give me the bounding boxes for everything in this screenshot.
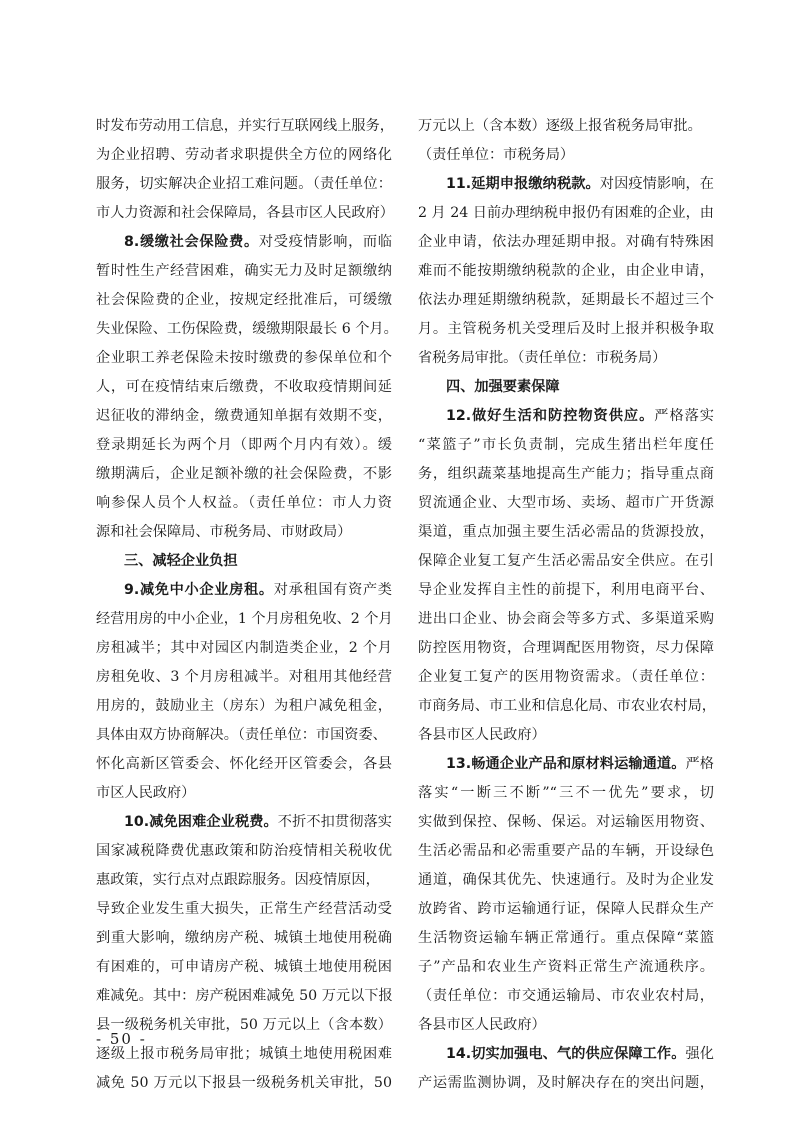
item-text: 对因疫情影响，在 bbox=[599, 176, 714, 192]
numbered-paragraph-start bbox=[96, 808, 392, 837]
text-line: 产运需监测协调，及时解决存在的突出问题， bbox=[418, 1075, 714, 1091]
text-line: “菜篮子”市长负责制，完成生猪出栏年度任 bbox=[418, 437, 714, 453]
text-line: 市区人民政府） bbox=[96, 785, 196, 801]
text-line: 导致企业发生重大损失，正常生产经营活动受 bbox=[96, 901, 392, 917]
text-line: 迟征收的滞纳金，缴费通知单据有效期不变， bbox=[96, 408, 392, 424]
text-line: 贸流通企业、大型市场、卖场、超市广开货源 bbox=[418, 495, 714, 511]
text-line: 怀化高新区管委会、怀化经开区管委会，各县 bbox=[96, 756, 392, 772]
item-heading: 9.减免中小企业房租。 bbox=[124, 582, 274, 598]
text-line: 企业复工复产的医用物资需求。（责任单位： bbox=[418, 669, 714, 685]
right-column bbox=[418, 112, 714, 1098]
item-heading: 11.延期申报缴纳税款。 bbox=[446, 176, 600, 192]
text-line: 响参保人员个人权益。（责任单位：市人力资 bbox=[96, 495, 392, 511]
text-line: 省税务局审批。（责任单位：市税务局） bbox=[418, 350, 667, 366]
text-line: 实做到保控、保畅、保运。对运输医用物资、 bbox=[418, 814, 714, 830]
item-text: 强化 bbox=[685, 1046, 714, 1062]
text-line: 失业保险、工伤保险费，缓缴期限最长 6 个月。 bbox=[96, 321, 398, 337]
text-line: 逐级上报市税务局审批；城镇土地使用税困难 bbox=[96, 1046, 392, 1062]
text-line: 万元以上（含本数）逐级上报省税务局审批。 bbox=[418, 118, 702, 134]
text-line: 生活必需品和必需重要产品的车辆，开设绿色 bbox=[418, 843, 714, 859]
text-line: 惠政策，实行点对点跟踪服务。因疫情原因， bbox=[96, 872, 380, 888]
text-line: 到重大影响，缴纳房产税、城镇土地使用税确 bbox=[96, 930, 392, 946]
item-text: 对受疫情影响，而临 bbox=[258, 234, 392, 250]
item-text: 不折不扣贯彻落实 bbox=[277, 814, 392, 830]
text-line: 用房的，鼓励业主（房东）为租户减免租金， bbox=[96, 698, 392, 714]
text-line: 源和社会保障局、市税务局、市财政局） bbox=[96, 524, 352, 540]
text-line: 依法办理延期缴纳税款，延期最长不超过三个 bbox=[418, 292, 714, 308]
numbered-paragraph-start bbox=[418, 402, 714, 431]
text-line: 通道，确保其优先、快速通行。及时为企业发 bbox=[418, 872, 714, 888]
item-heading: 12.做好生活和防控物资供应。 bbox=[446, 408, 655, 424]
text-line: 企业申请，依法办理延期申报。对确有特殊困 bbox=[418, 234, 714, 250]
text-line: 各县市区人民政府） bbox=[418, 1017, 546, 1033]
text-line: 子”产品和农业生产资料正常生产流通秩序。 bbox=[418, 959, 714, 975]
text-line: 导企业发挥自主性的前提下，利用电商平台、 bbox=[418, 582, 714, 598]
text-line: 为企业招聘、劳动者求职提供全方位的网络化 bbox=[96, 147, 392, 163]
text-line: 企业职工养老保险未按时缴费的参保单位和个 bbox=[96, 350, 392, 366]
text-line: 房租减半；其中对园区内制造类企业，2 个月 bbox=[96, 640, 392, 656]
text-line: 暂时性生产经营困难，确实无力及时足额缴纳 bbox=[96, 263, 392, 279]
text-line: 人，可在疫情结束后缴费，不收取疫情期间延 bbox=[96, 379, 392, 395]
item-heading: 13.畅通企业产品和原材料运输通道。 bbox=[446, 756, 686, 772]
section-heading: 三、减轻企业负担 bbox=[124, 553, 238, 569]
text-line: 减免 50 万元以下报县一级税务机关审批，50 bbox=[96, 1075, 392, 1091]
item-heading: 8.缓缴社会保险费。 bbox=[124, 234, 259, 250]
item-text: 严格 bbox=[685, 756, 714, 772]
text-line: 难而不能按期缴纳税款的企业，由企业申请， bbox=[418, 263, 714, 279]
text-line: 落实“一断三不断”“三不一优先”要求，切 bbox=[418, 785, 714, 801]
text-line: 保障企业复工复产生活必需品安全供应。在引 bbox=[418, 553, 714, 569]
text-line: 服务，切实解决企业招工难问题。（责任单位： bbox=[96, 176, 392, 192]
numbered-paragraph-start bbox=[96, 576, 392, 605]
text-line: 县一级税务机关审批，50 万元以上（含本数） bbox=[96, 1017, 392, 1033]
text-line: 时发布劳动用工信息，并实行互联网线上服务， bbox=[96, 118, 394, 134]
text-line: 有困难的，可申请房产税、城镇土地使用税困 bbox=[96, 959, 392, 975]
text-line: 市人力资源和社会保障局，各县市区人民政府） bbox=[96, 205, 394, 221]
left-column bbox=[96, 112, 398, 1098]
text-line: （责任单位：市交通运输局、市农业农村局， bbox=[418, 988, 714, 1004]
text-line: 登录期延长为两个月（即两个月内有效）。缓 bbox=[96, 437, 392, 453]
text-line: 月。主管税务机关受理后及时上报并积极争取 bbox=[418, 321, 714, 337]
text-line: （责任单位：市税务局） bbox=[418, 147, 575, 163]
text-line: 经营用房的中小企业，1 个月房租免收、2 个月 bbox=[96, 611, 393, 627]
item-heading: 10.减免困难企业税费。 bbox=[124, 814, 278, 830]
text-line: 社会保险费的企业，按规定经批准后，可缓缴 bbox=[96, 292, 392, 308]
text-line: 务，组织蔬菜基地提高生产能力；指导重点商 bbox=[418, 466, 714, 482]
text-line: 生活物资运输车辆正常通行。重点保障“菜篮 bbox=[418, 930, 714, 946]
text-line: 各县市区人民政府） bbox=[418, 727, 546, 743]
text-line: 国家减税降费优惠政策和防治疫情相关税收优 bbox=[96, 843, 392, 859]
text-line: 进出口企业、协会商会等多方式、多渠道采购 bbox=[418, 611, 714, 627]
text-line: 具体由双方协商解决。（责任单位：市国资委、 bbox=[96, 727, 387, 743]
item-text: 对承租国有资产类 bbox=[273, 582, 392, 598]
text-line: 2 月 24 日前办理纳税申报仍有困难的企业，由 bbox=[418, 205, 714, 221]
section-heading: 四、加强要素保障 bbox=[446, 379, 560, 395]
text-line: 缴期满后，企业足额补缴的社会保险费，不影 bbox=[96, 466, 392, 482]
text-line: 难减免。其中：房产税困难减免 50 万元以下报 bbox=[96, 988, 393, 1004]
text-line: 房租免收、3 个月房租减半。对租用其他经营 bbox=[96, 669, 392, 685]
text-line: 市商务局、市工业和信息化局、市农业农村局， bbox=[418, 698, 716, 714]
item-heading: 14.切实加强电、气的供应保障工作。 bbox=[446, 1046, 686, 1062]
page-number: - 50 - bbox=[96, 1030, 147, 1048]
numbered-paragraph-start bbox=[418, 750, 714, 779]
text-line: 防控医用物资，合理调配医用物资，尽力保障 bbox=[418, 640, 714, 656]
numbered-paragraph-start bbox=[96, 228, 392, 257]
numbered-paragraph-start bbox=[418, 1040, 714, 1069]
numbered-paragraph-start bbox=[418, 170, 714, 199]
item-text: 严格落实 bbox=[654, 408, 714, 424]
text-line: 放跨省、跨市运输通行证，保障人民群众生产 bbox=[418, 901, 714, 917]
text-line: 渠道，重点加强主要生活必需品的货源投放， bbox=[418, 524, 714, 540]
